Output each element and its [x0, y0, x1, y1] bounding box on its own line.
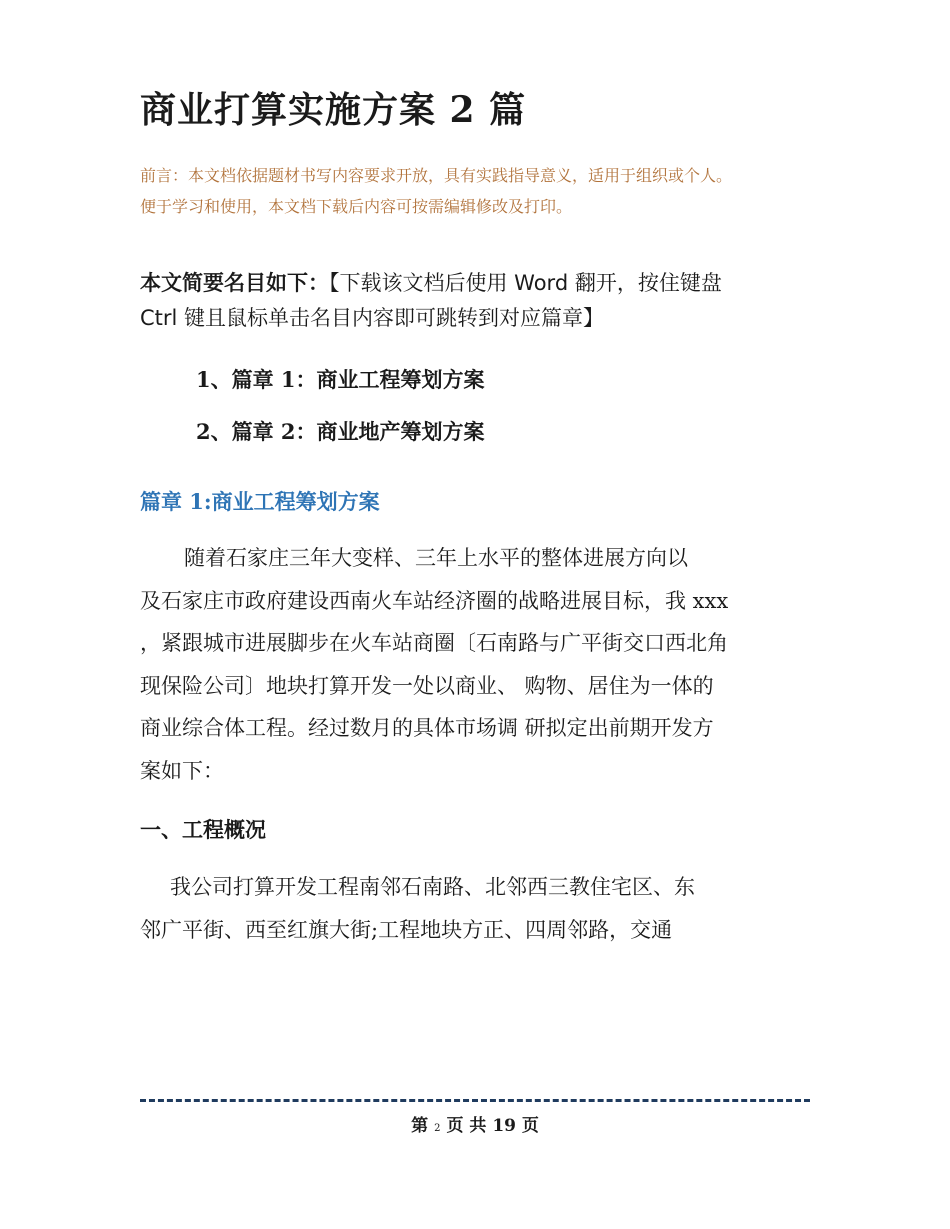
- footer-suffix: 页: [521, 1116, 539, 1136]
- toc-intro: [140, 266, 840, 336]
- toc-intro-note: 【下载该文档后使用 Word 翻开，按住键盘: [329, 271, 722, 295]
- toc-intro-note-line2: Ctrl 键且鼠标单击名目内容即可跳转到对应篇章】: [140, 306, 605, 330]
- footer-mid: 页 共: [446, 1116, 487, 1136]
- document-title: 商业打算实施方案 2 篇: [140, 89, 527, 131]
- paragraph-line: 现保险公司〕地块打算开发一处以商业、 购物、居住为一体的: [140, 673, 714, 698]
- footer-total-pages: 19: [492, 1116, 516, 1136]
- preface-line: 前言：本文档依据题材书写内容要求开放，具有实践指导意义，适用于组织或个人。: [140, 166, 733, 185]
- footer-divider: [140, 1099, 810, 1102]
- subheading: 一、工程概况: [140, 817, 266, 842]
- paragraph-line: 及石家庄市政府建设西南火车站经济圈的战略进展目标，我 xxx: [140, 588, 729, 613]
- body-paragraph: [140, 537, 820, 792]
- paragraph-line: 商业综合体工程。经过数月的具体市场调 研拟定出前期开发方: [140, 716, 714, 740]
- paragraph-line: 案如下：: [140, 758, 224, 783]
- paragraph-line: 邻广平街、西至红旗大街;工程地块方正、四周邻路，交通: [140, 917, 673, 942]
- footer-page-number: 2: [434, 1123, 441, 1134]
- page-footer: [0, 1111, 950, 1136]
- toc-intro-lead: 本文简要名目如下：: [140, 271, 329, 295]
- paragraph-line: 随着石家庄三年大变样、三年上水平的整体进展方向以: [184, 546, 688, 570]
- paragraph-line: ，紧跟城市进展脚步在火车站商圈〔石南路与广平街交口西北角: [140, 631, 728, 655]
- preface: [140, 160, 840, 222]
- toc-link-chapter-2[interactable]: 2、篇章 2：商业地产筹划方案: [196, 419, 485, 444]
- toc-link-chapter-1[interactable]: 1、篇章 1：商业工程筹划方案: [196, 367, 485, 392]
- chapter-heading: 篇章 1:商业工程筹划方案: [140, 489, 380, 514]
- footer-prefix: 第: [411, 1116, 429, 1136]
- preface-line: 便于学习和使用，本文档下载后内容可按需编辑修改及打印。: [140, 197, 573, 216]
- paragraph-line: 我公司打算开发工程南邻石南路、北邻西三教住宅区、东: [170, 875, 695, 899]
- body-paragraph-2: [140, 866, 820, 951]
